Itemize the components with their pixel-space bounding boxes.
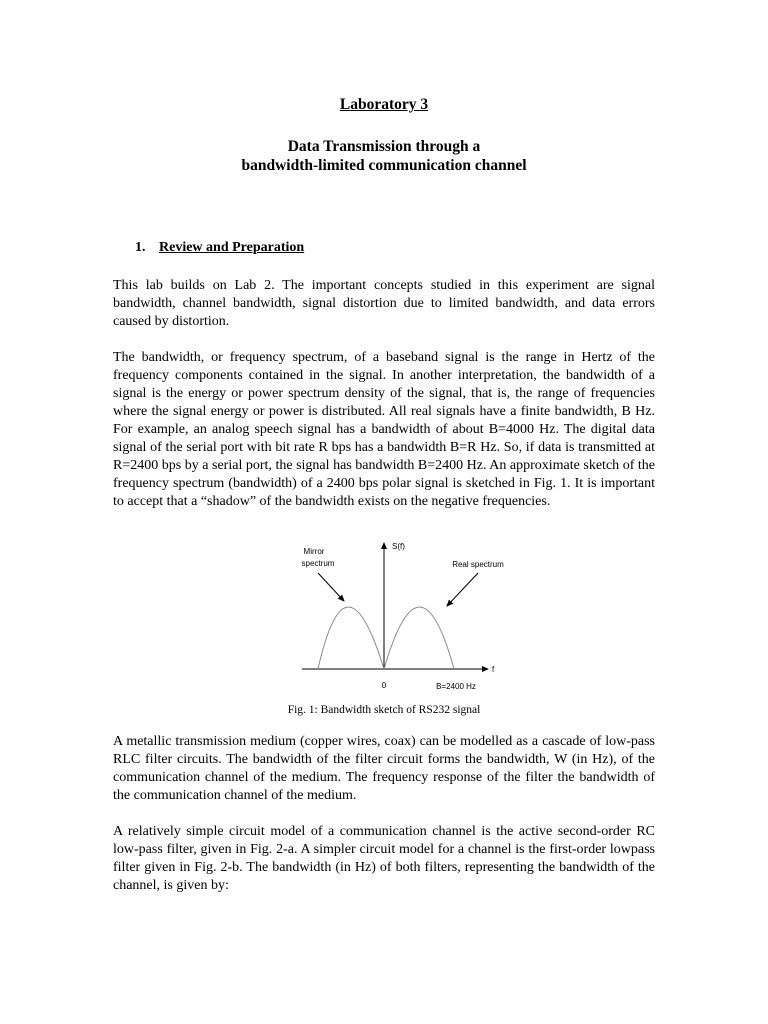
paragraph-4: A relatively simple circuit model of a communication channel is the active second-order RC low-pass filter, given in Fig. 2-a. A simpler circuit model for a channel is the first-order lowpass filter given in Fig. 2-b. The bandwidth (in Hz) of both filters, representing the bandwidth of the channel, is given by: bbox=[113, 824, 655, 893]
real-spectrum-label: Real spectrum bbox=[452, 560, 504, 569]
paragraph-1: This lab builds on Lab 2. The important concepts studied in this experiment are signal bandwidth, channel bandwidth, signal distortion due to limited bandwidth, and data errors caused by distortion. bbox=[113, 278, 655, 329]
bandwidth-sketch bbox=[270, 535, 520, 695]
figure-1-caption: Fig. 1: Bandwidth sketch of RS232 signal bbox=[287, 704, 481, 716]
section-1-heading bbox=[135, 239, 304, 257]
section-title: Review and Preparation bbox=[159, 240, 305, 255]
x-axis-label: f bbox=[492, 665, 495, 674]
real-spectrum-curve bbox=[384, 607, 454, 669]
mirror-pointer-arrow bbox=[318, 573, 344, 601]
paragraph-3: A metallic transmission medium (copper wires, coax) can be modelled as a cascade of low-pass RLC filter circuits. The bandwidth of the filter circuit forms the bandwidth, W (in Hz), of the communication channel of the medium. The frequency response of the filter the bandwidth of the communication channel of the medium. bbox=[113, 734, 655, 803]
bandwidth-label: B=2400 Hz bbox=[436, 682, 476, 691]
mirror-label-line-2: spectrum bbox=[301, 559, 335, 568]
mirror-label-line-1: Mirror bbox=[303, 547, 325, 556]
paragraph-2: The bandwidth, or frequency spectrum, of a baseband signal is the range in Hertz of the frequency components contained in the signal. In another interpretation, the bandwidth of a signal is the energy or power spectrum density of the signal, that is, the range of frequencies where the signal energy or power is distributed. All real signals have a finite bandwidth, B Hz. For example, an analog speech signal has a bandwidth of about B=4000 Hz. The digital data signal of the serial port with bit rate R bps has a bandwidth B=R Hz. So, if data is transmitted at R=2400 bps by a serial port, the signal has bandwidth B=2400 Hz. An approximate sketch of the frequency spectrum (bandwidth) of a 2400 bps polar signal is sketched in Fig. 1. It is important to accept that a “shadow” of the bandwidth exists on the negative frequencies. bbox=[113, 350, 655, 509]
real-pointer-arrow bbox=[447, 573, 478, 606]
figure-1 bbox=[270, 535, 520, 695]
section-number: 1. bbox=[135, 240, 146, 255]
y-axis-label: S(f) bbox=[392, 542, 405, 551]
origin-label: 0 bbox=[381, 681, 387, 690]
document-subtitle bbox=[0, 137, 768, 175]
subtitle-line-2: bandwidth-limited communication channel bbox=[241, 157, 527, 174]
document-title: Laboratory 3 bbox=[339, 96, 429, 113]
mirror-spectrum-curve bbox=[318, 607, 384, 669]
subtitle-line-1: Data Transmission through a bbox=[287, 138, 481, 155]
